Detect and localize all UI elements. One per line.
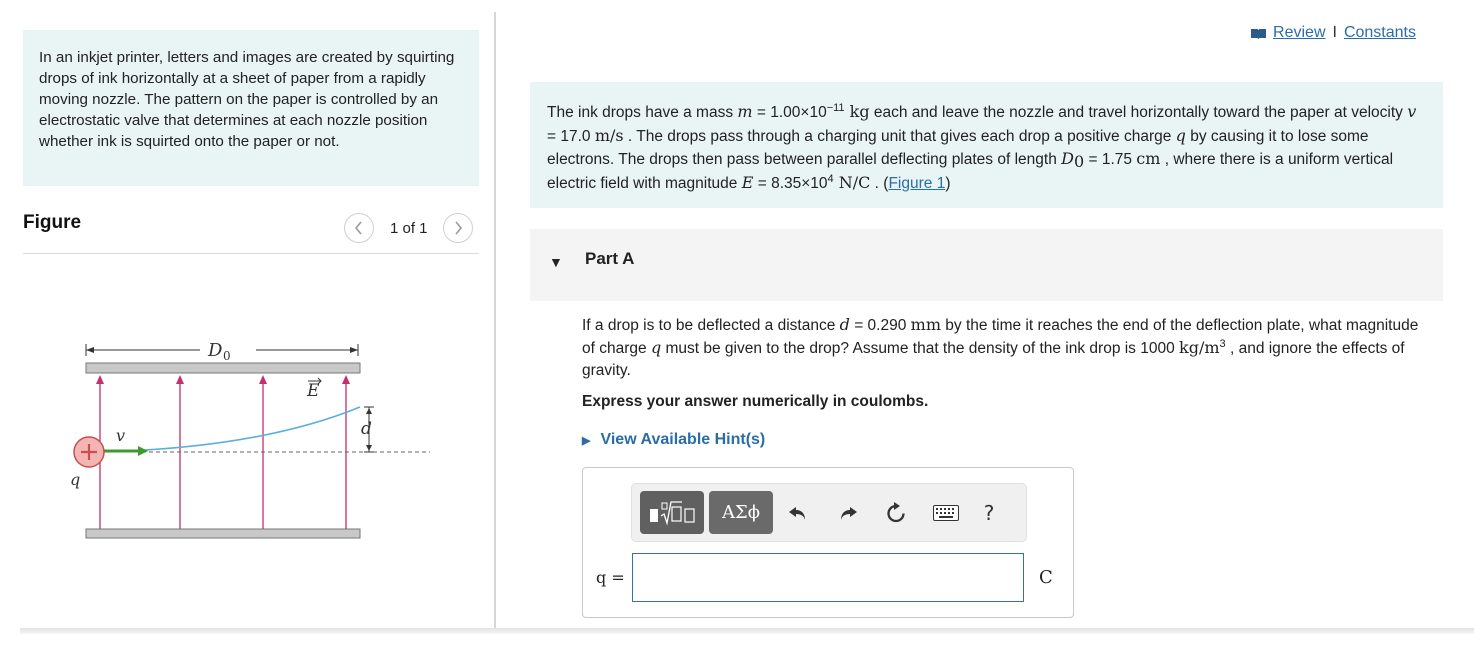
mass-unit: kg: [844, 102, 870, 121]
question-text-segment: If a drop is to be deflected a distance: [582, 317, 840, 334]
undo-button[interactable]: [780, 498, 816, 528]
help-icon: ?: [983, 501, 995, 525]
resource-links: [1250, 24, 1416, 42]
charge-symbol: q: [650, 338, 662, 357]
part-a-header[interactable]: [530, 229, 1443, 301]
figure-divider: [23, 253, 479, 254]
problem-text: . The drops pass through a charging unit that gives each drop a positive charge: [623, 127, 1176, 145]
velocity-label: v: [116, 426, 126, 445]
math-toolbar: [631, 483, 1027, 542]
figure-navigation: [344, 212, 473, 244]
templates-button[interactable]: [640, 491, 704, 534]
question-text-segment: , and ignore the effects of gravity.: [582, 340, 1405, 379]
problem-text: = 17.0: [547, 127, 595, 145]
part-title: Part A: [585, 249, 635, 268]
question-text: [582, 314, 1432, 382]
mass-exponent: −11: [826, 102, 845, 114]
column-divider: [494, 12, 496, 628]
field-label: E: [307, 381, 320, 401]
intro-panel: [23, 30, 479, 186]
templates-icon: [646, 498, 698, 528]
constants-link[interactable]: Constants: [1343, 24, 1416, 41]
problem-text: by causing it to lose some electrons. The drops then pass between parallel deflecting plates of length: [547, 127, 1369, 168]
charge-label: q: [70, 470, 81, 489]
problem-text: = 1.75: [1084, 151, 1137, 168]
charge-symbol: q: [1175, 125, 1186, 145]
problem-text: , where there is a uniform vertical electric field with magnitude: [547, 151, 1394, 192]
problem-text: = 1.00×10: [752, 104, 827, 121]
field-unit: N/C: [833, 172, 871, 192]
answer-unit: C: [1039, 567, 1053, 588]
problem-text: = 8.35×10: [753, 174, 828, 192]
top-plate: [86, 363, 360, 373]
problem-text: . (: [870, 174, 889, 192]
length-subscript: 0: [223, 349, 231, 363]
undo-icon: [788, 504, 808, 522]
problem-text: The ink drops have a mass: [547, 104, 738, 121]
book-icon: [1250, 27, 1267, 40]
review-link[interactable]: Review: [1273, 24, 1326, 41]
length-unit: cm: [1136, 149, 1161, 168]
greek-symbols-icon: ΑΣϕ: [722, 502, 760, 523]
reset-icon: [885, 502, 907, 524]
next-figure-button[interactable]: [443, 213, 473, 243]
keyboard-button[interactable]: [926, 498, 966, 528]
answer-instruction: Express your answer numerically in coulombs.: [582, 393, 929, 410]
distance-unit: mm: [910, 315, 941, 334]
inkjet-deflection-figure: [60, 330, 440, 550]
bottom-plate: [86, 529, 360, 538]
density-exponent: 3: [1219, 338, 1226, 350]
figure-counter: 1 of 1: [390, 219, 428, 237]
figure-heading: Figure: [23, 212, 82, 233]
intro-text: In an inkjet printer, letters and images are created by squirting drops of ink horizontally at a sheet of paper from a rapidly moving nozzle. The pattern on the paper is controlled by an electrostatic valve that determines at each nozzle position whether ink is squirted onto the paper or not.: [39, 49, 455, 150]
density-unit: kg/m: [1179, 338, 1220, 357]
figure-link[interactable]: Figure 1: [888, 174, 946, 192]
collapse-caret-icon[interactable]: ▼: [549, 254, 563, 270]
previous-figure-button[interactable]: [344, 213, 374, 243]
velocity-symbol: v: [1407, 102, 1417, 121]
chevron-left-icon: [354, 221, 364, 235]
field-exponent: 4: [827, 172, 834, 185]
answer-panel: [582, 467, 1074, 618]
help-button[interactable]: [974, 498, 1004, 528]
question-text-segment: must be given to the drop? Assume that the density of the ink drop is 1000: [661, 340, 1180, 357]
answer-variable-label: q =: [596, 568, 625, 587]
field-symbol: E: [741, 172, 754, 192]
expand-caret-icon: ▶: [582, 434, 591, 447]
length-label: D: [208, 340, 223, 361]
redo-button[interactable]: [830, 498, 866, 528]
problem-text: ): [945, 174, 951, 192]
length-dimension: [86, 340, 358, 363]
distance-symbol: d: [839, 315, 850, 334]
velocity-arrowhead: [138, 446, 148, 456]
length-symbol: D: [1061, 149, 1074, 168]
mass-symbol: m: [737, 102, 753, 121]
deflection-label: d: [361, 419, 372, 439]
question-text-segment: by the time it reaches the end of the deflection plate, what magnitude of charge: [582, 317, 1419, 357]
scroll-shadow: [20, 628, 1474, 634]
keyboard-icon: [933, 505, 959, 521]
problem-text: each and leave the nozzle and travel horizontally toward the paper at velocity: [869, 104, 1408, 121]
chevron-right-icon: [453, 221, 463, 235]
length-subscript: 0: [1073, 152, 1085, 171]
greek-symbols-button[interactable]: [709, 491, 773, 534]
drop-trajectory: [100, 407, 360, 452]
question-text-segment: = 0.290: [849, 317, 911, 334]
velocity-unit: m/s: [594, 125, 624, 145]
hint-toggle[interactable]: [582, 431, 765, 449]
hint-label: View Available Hint(s): [600, 431, 766, 448]
link-separator: I: [1332, 24, 1337, 41]
reset-button[interactable]: [878, 498, 914, 528]
redo-icon: [838, 504, 858, 522]
answer-input[interactable]: [632, 553, 1024, 602]
problem-statement: [530, 82, 1443, 208]
